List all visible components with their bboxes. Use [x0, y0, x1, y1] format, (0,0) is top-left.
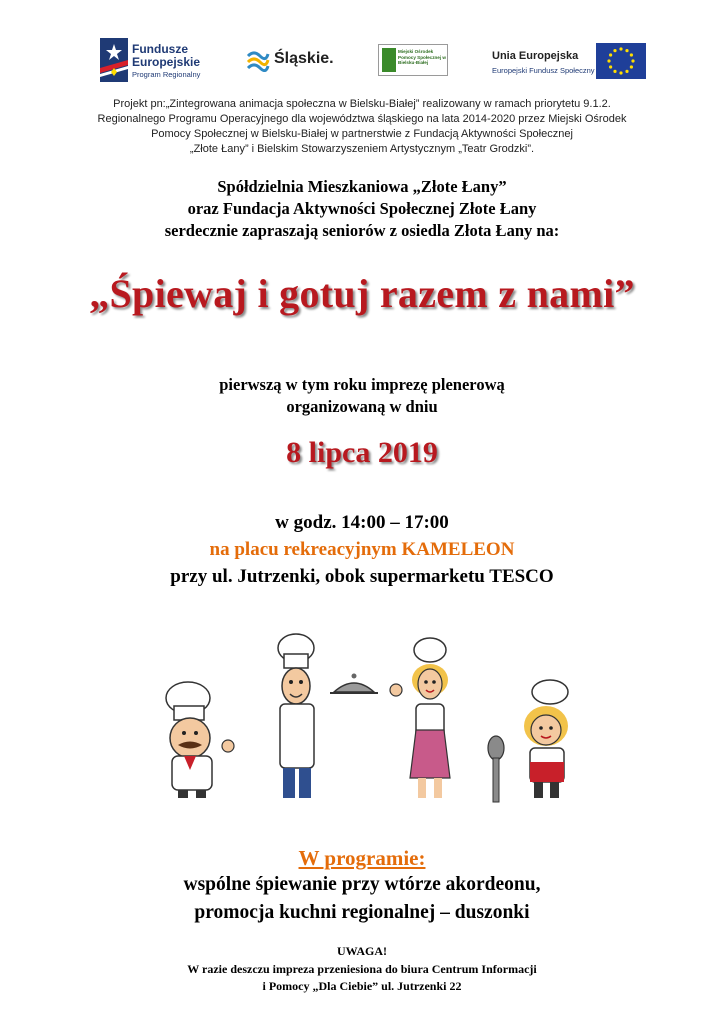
project-info: [60, 97, 664, 157]
mops-mark: [382, 48, 396, 72]
logo-bar: [0, 36, 724, 88]
note-heading: UWAGA!: [337, 944, 387, 958]
sub-line: pierwszą w tym roku imprezę plenerową: [219, 375, 505, 394]
chef-mustache: [166, 682, 234, 798]
sub-line: organizowaną w dniu: [286, 397, 438, 416]
eu-star: [625, 70, 628, 73]
mops-text: Miejski Ośrodek Pomocy Społecznej w Bielsku-Białej: [398, 49, 446, 66]
cartoon-chefs-icon: [150, 630, 590, 810]
chef-cloche: [278, 634, 378, 798]
eu-star: [609, 65, 612, 68]
mops-logo-icon: [378, 44, 448, 76]
slaskie-wave-icon: [246, 48, 270, 72]
eu-star: [609, 53, 612, 56]
program-item: wspólne śpiewanie przy wtórze akordeonu,: [183, 874, 541, 895]
slaskie-text: Śląskie.: [274, 50, 334, 67]
eu-star: [625, 49, 628, 52]
event-street: przy ul. Jutrzenki, obok supermarketu TESCO: [170, 566, 554, 587]
event-place: na placu rekreacyjnym KAMELEON: [209, 539, 515, 560]
fundusze-line3: Program Regionalny: [132, 70, 201, 79]
eu-star: [607, 59, 610, 62]
eu-flag-icon: [596, 43, 646, 79]
intro-line: serdecznie zapraszają seniorów z osiedla Złota Łany na:: [164, 221, 560, 240]
intro-line: oraz Fundacja Aktywności Społecznej Złote Łany: [187, 199, 537, 218]
mops-logo: [378, 36, 450, 88]
invitation-intro: [40, 176, 684, 242]
eu-star: [613, 70, 616, 73]
eu-star: [631, 59, 634, 62]
event-subtitle: [40, 374, 684, 418]
eu-line1: Unia Europejska: [492, 50, 579, 62]
fundusze-europejskie-flag-icon: [100, 38, 128, 82]
eu-star: [630, 65, 633, 68]
eu-star: [613, 49, 616, 52]
program-item: promocja kuchni regionalnej – duszonki: [194, 902, 530, 923]
eu-star: [630, 53, 633, 56]
eu-star: [619, 47, 622, 50]
project-line: Pomocy Społecznej w Bielsku-Białej w partnerstwie z Fundacją Aktywności Społecznej: [151, 128, 573, 140]
eu-star: [619, 71, 622, 74]
fundusze-line1: Fundusze: [132, 42, 188, 56]
event-time: w godz. 14:00 – 17:00: [275, 512, 449, 533]
fundusze-europejskie-logo: [100, 36, 220, 88]
slaskie-logo: [246, 36, 346, 88]
note-line: W razie deszczu impreza przeniesiona do biura Centrum Informacji: [187, 962, 537, 976]
project-line: „Złote Łany” i Bielskim Stowarzyszeniem Artystycznym „Teatr Grodzki”.: [189, 143, 535, 155]
chef-lady: [390, 638, 450, 798]
fundusze-line2: Europejskie: [132, 55, 201, 69]
event-date: 8 lipca 2019: [286, 436, 438, 469]
chef-girl-spoon: [488, 680, 568, 802]
eu-logo: [488, 36, 648, 88]
program-heading: W programie:: [298, 846, 426, 870]
note-line: i Pomocy „Dla Ciebie” ul. Jutrzenki 22: [262, 979, 462, 993]
intro-line: Spółdzielnia Mieszkaniowa „Złote Łany”: [217, 177, 507, 196]
event-title: „Śpiewaj i gotuj razem z nami”: [89, 271, 635, 316]
project-line: Regionalnego Programu Operacyjnego dla województwa śląskiego na lata 2014-2020 przez Miejski Ośrodek: [97, 113, 627, 125]
eu-line2: Europejski Fundusz Społeczny: [492, 66, 595, 75]
project-line: Projekt pn:„Zintegrowana animacja społeczna w Bielsku-Białej” realizowany w ramach priorytetu 9.1.2.: [113, 98, 611, 110]
